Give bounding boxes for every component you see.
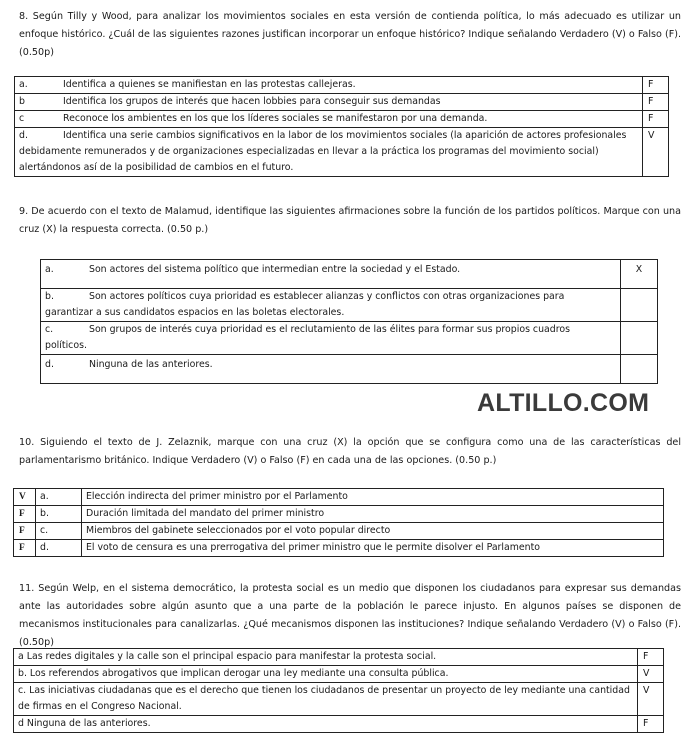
answer-mark: F [638,716,664,733]
table-row [41,355,658,384]
question-9-text: 9. De acuerdo con el texto de Malamud, identifique las siguientes afirmaciones sobre la función de los partidos políticos. Marque con una cruz (X) la respuesta correcta. (0.50 p.) [19,206,681,235]
option-text: Son grupos de interés cuya prioridad es el reclutamiento de las élites para formar sus propios cuadros [89,324,570,335]
question-11-table [13,648,664,733]
answer-mark: F [638,649,664,666]
option-text: Identifica los grupos de interés que hacen lobbies para conseguir sus demandas [63,96,441,107]
answer-mark [621,355,658,384]
table-row [14,683,664,716]
answer-mark: F [643,94,669,111]
option-text-line-2: políticos. [45,340,87,351]
option-cell [15,94,643,111]
option-letter: b [19,96,25,107]
option-letter: d. [19,130,28,141]
option-cell [14,683,638,716]
option-letter: d. [45,359,54,370]
answer-mark: F [643,77,669,94]
table-row [14,506,664,523]
table-row [14,489,664,506]
table-row [41,289,658,322]
option-text: Identifica a quienes se manifiestan en las protestas callejeras. [63,79,356,90]
table-row [15,128,669,177]
answer-mark: F [643,111,669,128]
answer-mark: F [14,540,36,557]
option-letter: a. [19,79,28,90]
option-cell [41,260,621,289]
option-text: Elección indirecta del primer ministro por el Parlamento [82,489,664,506]
option-text: c. Las iniciativas ciudadanas que es el derecho que tienen los ciudadanos de presentar un proyecto de ley mediante una cantidad [18,685,630,696]
answer-mark: X [621,260,658,289]
option-letter: b. [45,291,54,302]
answer-mark [621,289,658,322]
option-text-line-2: debidamente remunerados y de organizaciones especializadas en llevar a la práctica los programas del movimiento social) [19,146,599,157]
table-row [41,260,658,289]
answer-mark: F [14,506,36,523]
option-text: Ninguna de las anteriores. [89,359,213,370]
question-8-table [14,76,669,177]
option-text: Identifica una serie cambios significativos en la labor de los movimientos sociales (la aparición de actores profesionales [63,130,627,141]
option-letter: c [19,113,25,124]
option-text: El voto de censura es una prerrogativa del primer ministro que le permite disolver el Parlamento [82,540,664,557]
question-10-table [13,488,664,557]
table-row [15,111,669,128]
table-row [14,666,664,683]
table-row [14,523,664,540]
option-text: a Las redes digitales y la calle son el principal espacio para manifestar la protesta social. [14,649,638,666]
option-text-line-2: de firmas en el Congreso Nacional. [18,701,182,712]
option-letter: c. [36,523,82,540]
option-text: d Ninguna de las anteriores. [14,716,638,733]
option-cell [41,322,621,355]
option-text: Reconoce los ambientes en los que los líderes sociales se manifestaron por una demanda. [63,113,488,124]
option-cell [41,289,621,322]
answer-mark: V [638,683,664,716]
question-9-table [40,259,658,384]
question-8-text: 8. Según Tilly y Wood, para analizar los movimientos sociales en esta versión de contienda política, lo más adecuado es utilizar un enfoque histórico. ¿Cuál de las siguientes razones justifican incorporar un enfoque histórico? Indique señalando Verdadero (V) o Falso (F). (0.50p) [19,11,681,58]
table-row [15,77,669,94]
option-cell [15,77,643,94]
table-row [14,649,664,666]
table-row [15,94,669,111]
option-text: Son actores políticos cuya prioridad es establecer alianzas y conflictos con otras organizaciones para [89,291,565,302]
table-row [41,322,658,355]
option-letter: b. [36,506,82,523]
answer-mark: V [14,489,36,506]
answer-mark: V [638,666,664,683]
answer-mark: F [14,523,36,540]
table-row [14,716,664,733]
option-letter: c. [45,324,54,335]
option-text: b. Los referendos abrogativos que implican derogar una ley mediante una consulta pública. [14,666,638,683]
option-letter: d. [36,540,82,557]
option-text: Miembros del gabinete seleccionados por el voto popular directo [82,523,664,540]
altillo-watermark: ALTILLO.COM [477,389,650,417]
option-cell [15,111,643,128]
answer-mark [621,322,658,355]
option-letter: a. [45,264,54,275]
option-text: Son actores del sistema político que intermedian entre la sociedad y el Estado. [89,264,461,275]
option-text: Duración limitada del mandato del primer ministro [82,506,664,523]
question-11-text: 11. Según Welp, en el sistema democrático, la protesta social es un medio que disponen los ciudadanos para expresar sus demandas ante las autoridades sobre algún asunto que a una parte de la población le parece injusto. En algunos países se disponen de mecanismos institucionales para canalizarlas. ¿Qué mecanismos disponen las instituciones? Indique señalando Verdadero (V) o Falso (F). (0.50p) [19,583,681,648]
answer-mark: V [643,128,669,177]
option-cell [15,128,643,177]
question-10-text: 10. Siguiendo el texto de J. Zelaznik, marque con una cruz (X) la opción que se configura como una de las características del parlamentarismo británico. Indique Verdadero (V) o Falso (F) en cada una de las opciones. (0.50 p.) [19,437,681,466]
option-letter: a. [36,489,82,506]
option-text-line-2: garantizar a sus candidatos espacios en las boletas electorales. [45,307,345,318]
option-text-line-3: alertándonos así de la posibilidad de cambios en el futuro. [19,162,294,173]
option-cell [41,355,621,384]
table-row [14,540,664,557]
